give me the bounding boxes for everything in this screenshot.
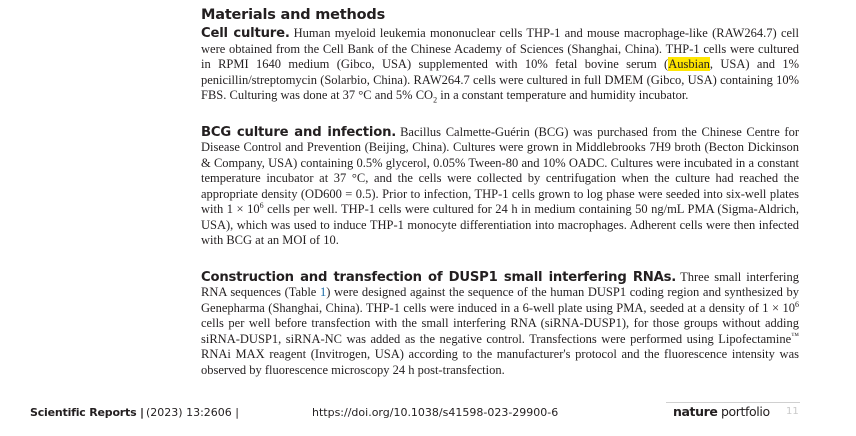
cell-culture-text-3: in a constant temperature and humidity incubator. (437, 88, 689, 102)
bcg-text-2: cells per well. THP-1 cells were cultured for 24 h in medium containing 50 ng/mL PMA (Sigma-Aldrich, USA), which was used to induce THP-1 monocyte differentiation into macrophages. Adherent cells were then infected with BCG at an MOI of 10. (201, 202, 800, 247)
trademark-symbol: ™ (791, 330, 799, 340)
cell-culture-paragraph (201, 26, 799, 104)
dusp1-paragraph (201, 270, 799, 379)
doi-link[interactable]: https://doi.org/10.1038/s41598-023-29900-6 (312, 406, 559, 419)
dusp1-text-2: ) were designed against the sequence of the human DUSP1 coding region and synthesized by Genepharma (Shanghai, China). THP-1 cells were induced in a 6-well plate using PMA, seeded at a density of 1 × 10 (201, 285, 799, 315)
dusp1-text-3: cells per well before transfection with the small interfering RNA (siRNA-DUSP1), for those groups without adding siRNA-DUSP1, siRNA-NC was added as the negative control. Transfections were performed using Lipofectamine (201, 316, 799, 346)
dusp1-text-4: RNAi MAX reagent (Invitrogen, USA) according to the manufacturer's protocol and the fluorescence intensity was observed by fluorescence microscopy 24 h post-transfection. (201, 347, 799, 377)
bcg-title: BCG culture and infection. (201, 124, 397, 140)
section-heading: Materials and methods (201, 7, 386, 23)
bcg-superscript: 6 (259, 200, 264, 210)
journal-name: Scientific Reports | (30, 406, 144, 419)
dusp1-text-1: Three small interfering RNA sequences (Table (201, 269, 799, 299)
methods-content (201, 6, 799, 378)
bcg-section (201, 125, 799, 249)
page-number: 11 (786, 406, 799, 417)
footer-rule (666, 402, 800, 403)
dusp1-superscript: 6 (795, 299, 799, 309)
highlighted-term: Ausbian (668, 57, 710, 71)
table-reference-link[interactable]: 1 (319, 285, 327, 299)
cell-culture-text-2: , USA) and 1% penicillin/streptomycin (Solarbio, China). RAW264.7 cells were cultured in full DMEM (Gibco, USA) containing 10% FBS. Culturing was done at 37 °C and 5% CO (201, 57, 799, 102)
bcg-text-1: Bacillus Calmette-Guérin (BCG) was purchased from the Chinese Centre for Disease Control and Prevention (Beijing, China). Cultures were grown in Middlebrooks 7H9 broth (Becton Dickinson & Company, USA) containing 0.5% glycerol, 0.05% Tween-80 and 10% OADC. Cultures were incubated in a constant temperature incubator at 37 °C, and the cells were collected by centrifugation when the culture had reached the appropriate density (OD600 = 0.5). Prior to infection, THP-1 cells grown to log phase were seeded into six-well plates with 1 × 10 (201, 124, 799, 216)
bcg-paragraph (201, 125, 799, 249)
page-footer (30, 402, 800, 422)
publisher-logo (673, 404, 770, 419)
publisher-logo-bold: nature (673, 404, 718, 419)
dusp1-title: Construction and transfection of DUSP1 small interfering RNAs. (201, 269, 677, 285)
cell-culture-title: Cell culture. (201, 26, 290, 41)
publisher-logo-rest: portfolio (717, 404, 770, 419)
co2-subscript: 2 (433, 95, 438, 105)
volume-info: (2023) 13:2606 | (146, 406, 239, 419)
cell-culture-text-1: Human myeloid leukemia mononuclear cells THP-1 and mouse macrophage-like (RAW264.7) cell were obtained from the Cell Bank of the Chinese Academy of Sciences (Shanghai, China). THP-1 cells were cultured in RPMI 1640 medium (Gibco, USA) supplemented with 10% fetal bovine serum ( (201, 26, 799, 71)
dusp1-section (201, 270, 799, 379)
